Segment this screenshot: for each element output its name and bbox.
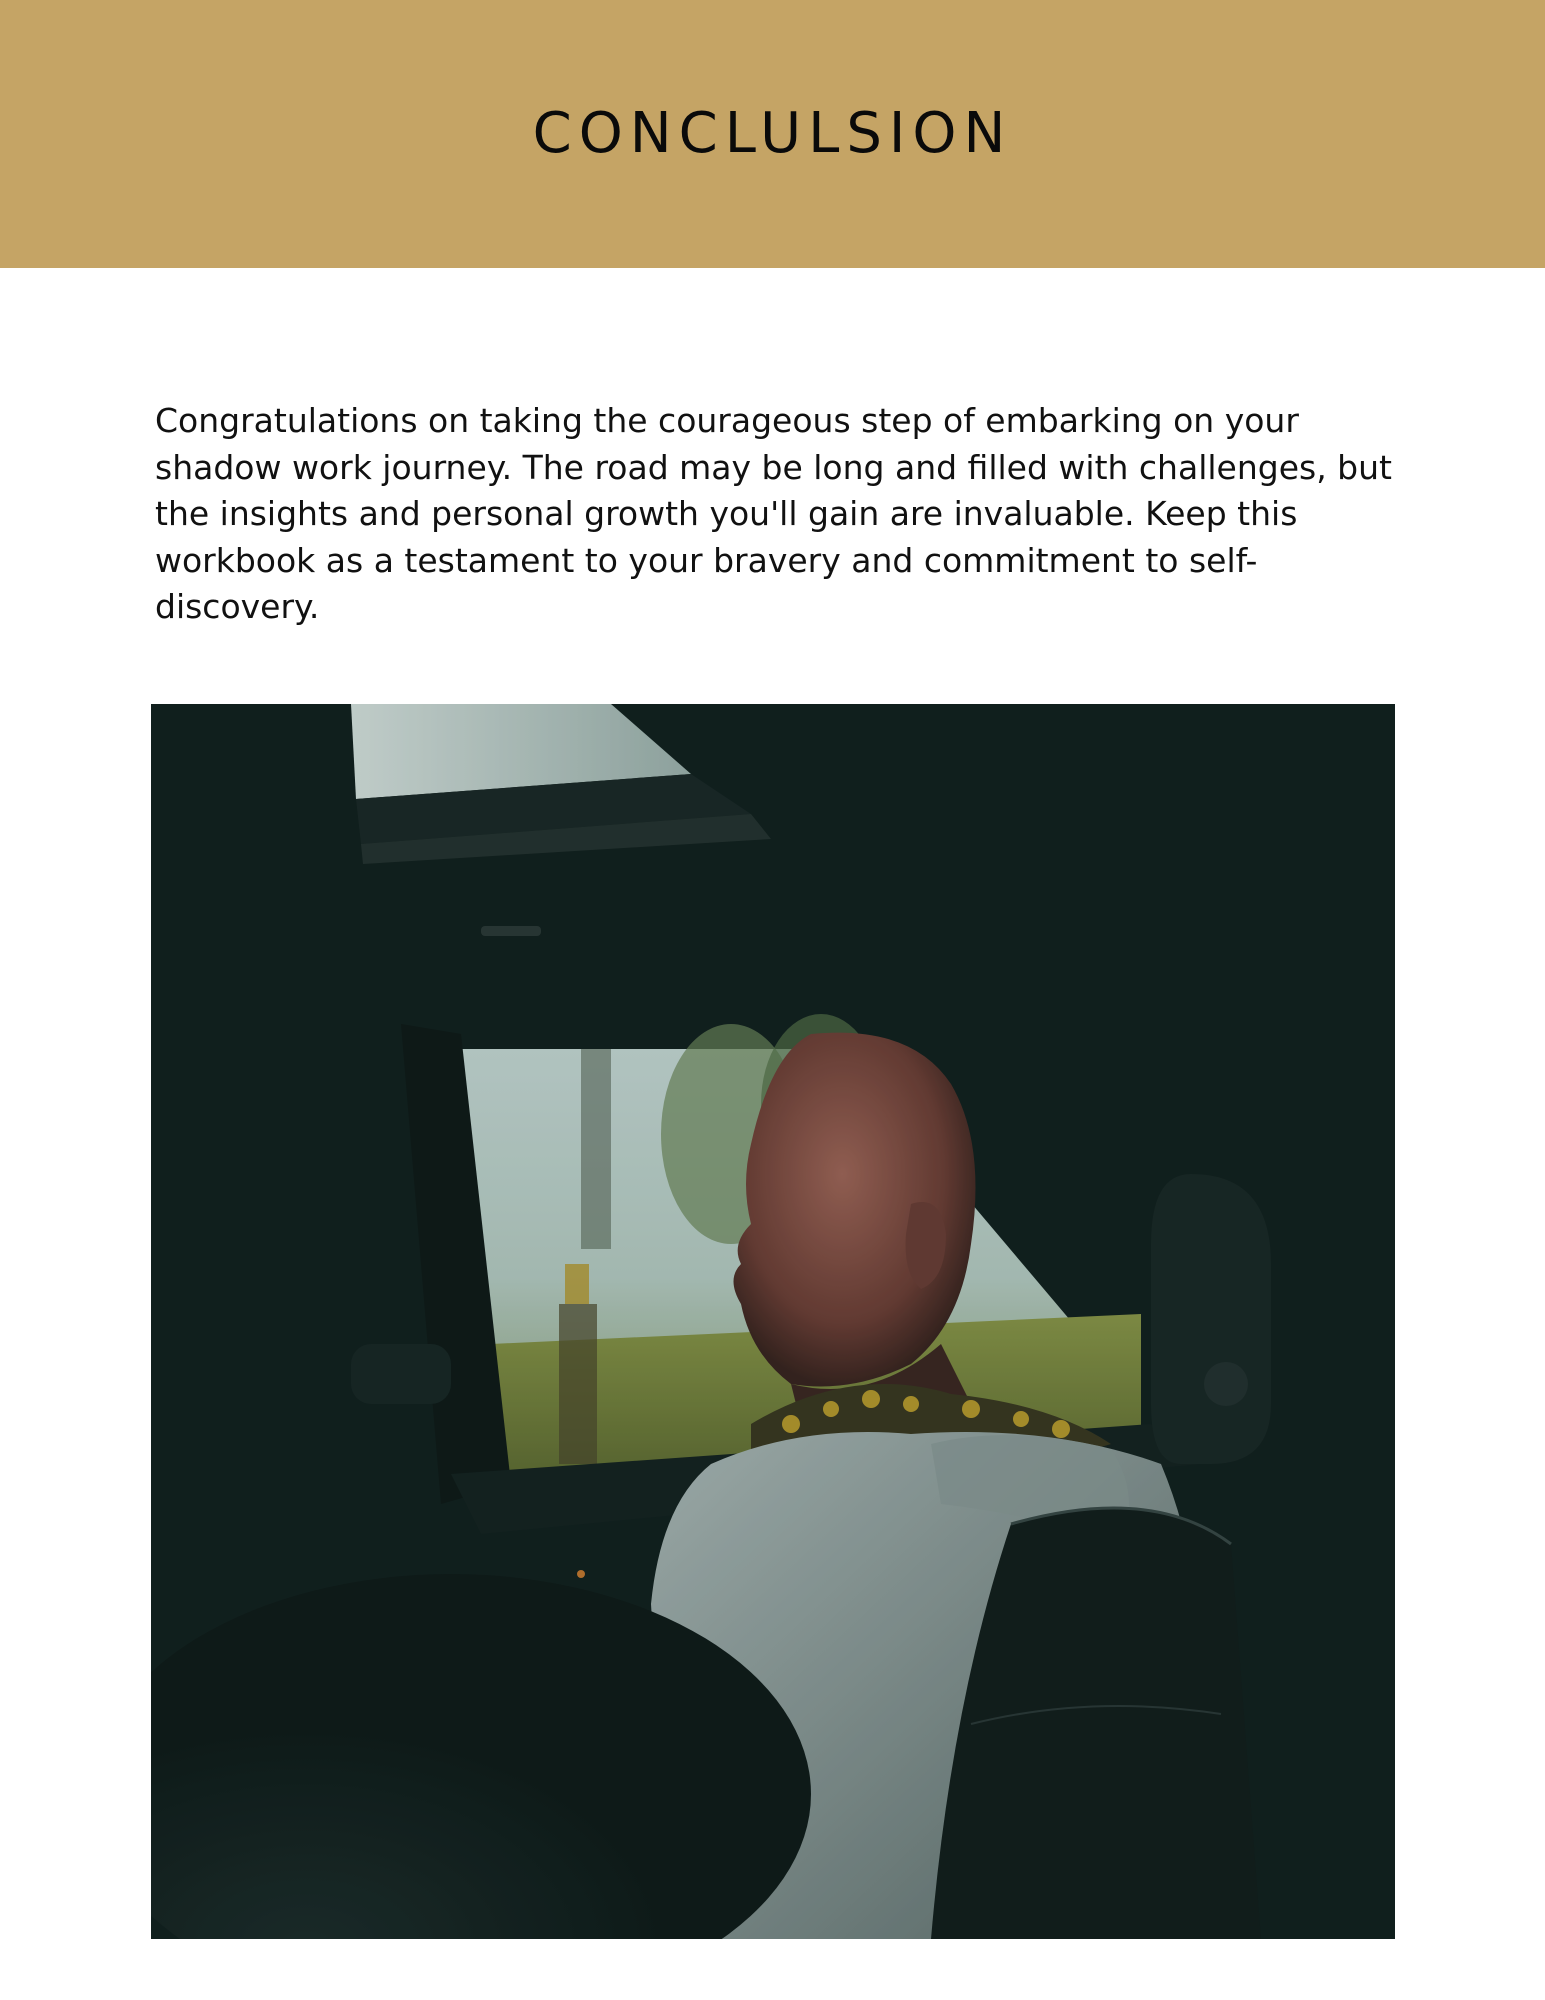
page-title: CONCLULSION <box>532 101 1013 166</box>
photo-man-in-car <box>151 704 1395 1939</box>
body-paragraph: Congratulations on taking the courageous step of embarking on your shadow work journey. The road may be long and filled with challenges, but the insights and personal growth you'll gain are invaluable. Keep this workbook as a testament to your bravery and commitment to self-discovery. <box>155 401 1392 626</box>
